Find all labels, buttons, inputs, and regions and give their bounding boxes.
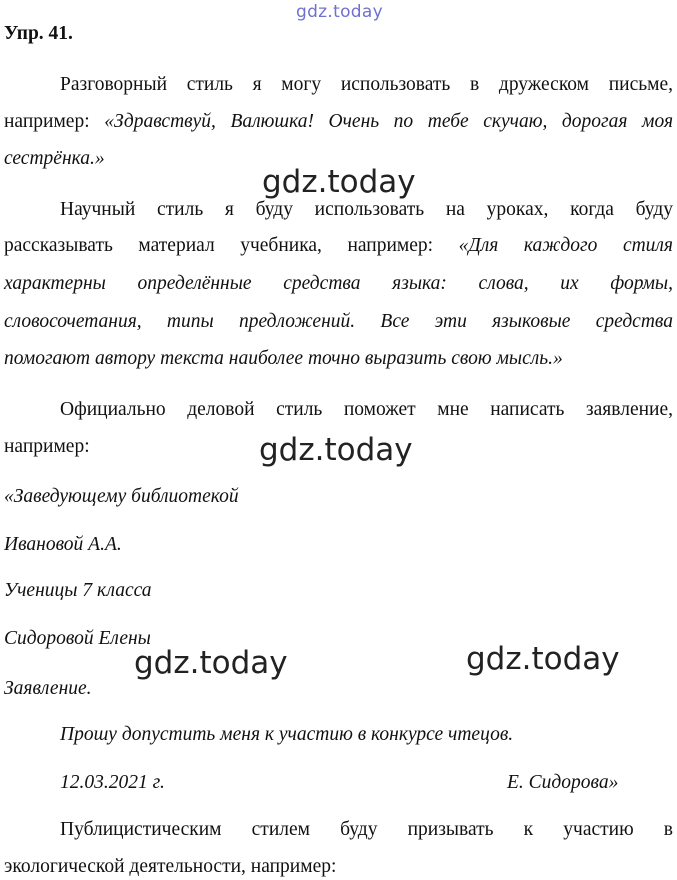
paragraph-colloquial-line-1: Разговорный стиль я могу использовать в дружеском письме, — [60, 74, 673, 95]
paragraph-scientific-line-4: словосочетания, типы предложений. Все эти языковые средства — [4, 311, 673, 332]
paragraph-colloquial-line-3: сестрёнка.» — [4, 148, 105, 169]
paragraph-publicistic-line-1: Публицистическим стилем буду призывать к участию в — [60, 819, 673, 840]
application-date: 12.03.2021 г. — [60, 772, 165, 793]
example-quote: «Здравствуй, Валюшка! Очень по тебе скучаю, дорогая моя — [104, 111, 674, 132]
application-title: Заявление. — [4, 678, 92, 699]
watermark-1: gdz.today — [262, 164, 416, 200]
application-body: Прошу допустить меня к участию в конкурсе чтецов. — [60, 724, 514, 745]
example-label: например: — [4, 111, 105, 132]
paragraph-scientific-line-3: характерны определённые средства языка: слова, их формы, — [4, 273, 673, 294]
scientific-label: рассказывать материал учебника, например: — [4, 235, 459, 256]
paragraph-publicistic-line-2: экологической деятельности, например: — [4, 856, 337, 877]
scientific-quote-start: «Для каждого стиля — [458, 235, 673, 256]
watermark-4: gdz.today — [466, 641, 620, 677]
application-addressee: «Заведующему библиотекой — [4, 486, 239, 507]
watermark-top: gdz.today — [296, 2, 383, 22]
paragraph-scientific-line-2 — [4, 233, 673, 259]
application-signature: Е. Сидорова» — [507, 772, 619, 793]
paragraph-official-line-2: например: — [4, 436, 90, 457]
paragraph-official-line-1: Официально деловой стиль поможет мне написать заявление, — [60, 399, 673, 420]
watermark-2: gdz.today — [259, 432, 413, 468]
application-sender: Ученицы 7 класса — [4, 580, 152, 601]
paragraph-scientific-line-1: Научный стиль я буду использовать на уроках, когда буду — [60, 199, 673, 220]
exercise-title: Упр. 41. — [4, 23, 73, 44]
paragraph-colloquial-line-2 — [4, 109, 673, 135]
paragraph-scientific-line-5: помогают автору текста наиболее точно выразить свою мысль.» — [4, 348, 563, 369]
watermark-3: gdz.today — [134, 645, 288, 681]
application-sender-name: Сидоровой Елены — [4, 628, 151, 649]
application-addressee-name: Ивановой А.А. — [4, 534, 122, 555]
